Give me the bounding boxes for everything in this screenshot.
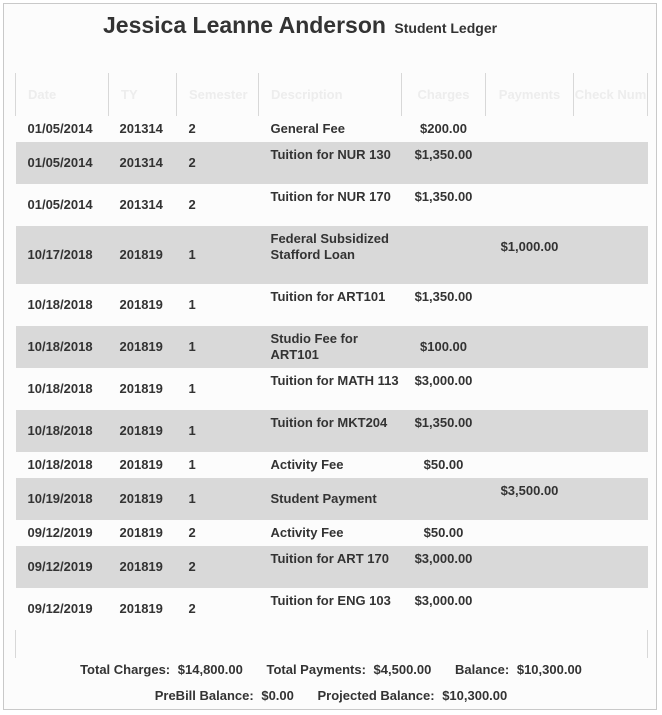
cell-description: Activity Fee [270,525,344,540]
cell-semester: 1 [177,478,259,520]
table-row [16,588,648,630]
cell-date: 01/05/2014 [16,142,109,184]
cell-charges: $1,350.00 [414,189,473,204]
cell-date: 10/19/2018 [16,478,109,520]
col-header-ty[interactable]: TY [109,73,177,116]
cell-ty: 201314 [109,142,177,184]
cell-payments [486,452,574,478]
cell-charges [402,478,486,520]
cell-charges: $3,000.00 [402,546,486,588]
cell-payments [486,116,574,142]
cell-description: Tuition for NUR 130 [259,142,402,184]
cell-ty: 201314 [119,121,163,136]
cell-semester: 1 [177,326,259,368]
header-row [16,73,648,116]
col-header-charges[interactable]: Charges [402,73,486,116]
balance-value: $10,300.00 [516,662,582,677]
cell-charges: $1,350.00 [414,289,473,304]
cell-ty: 201819 [119,297,163,312]
cell-semester: 2 [188,525,196,540]
cell-payments [486,588,574,630]
prebill-balance-value: $0.00 [261,688,294,703]
cell-date: 10/18/2018 [16,326,109,368]
cell-payments [486,284,574,326]
cell-payments [486,546,574,588]
cell-check-num [574,284,648,326]
cell-ty: 201819 [109,546,177,588]
table-row [16,546,648,588]
table-footer-spacer [16,630,648,658]
total-charges-value: $14,800.00 [177,662,243,677]
cell-charges: $3,000.00 [414,593,473,608]
cell-date: 10/18/2018 [27,457,93,472]
col-header-semester[interactable]: Semester [177,73,259,116]
table-row [16,184,648,226]
cell-ty: 201819 [119,601,163,616]
cell-payments [486,410,574,452]
table-row [16,368,648,410]
cell-check-num [574,546,648,588]
table-row [16,226,648,284]
col-header-payments[interactable]: Payments [486,73,574,116]
cell-charges: $200.00 [420,121,467,136]
cell-ty: 201819 [119,457,163,472]
balance-label: Balance: [455,662,510,677]
cell-payments [486,184,574,226]
page-title [103,12,497,39]
cell-charges: $50.00 [423,457,464,472]
cell-description: Tuition for NUR 170 [270,189,391,204]
cell-payments [486,520,574,546]
cell-description: Tuition for ART101 [270,289,386,304]
cell-payments: $1,000.00 [486,226,574,284]
student-name: Jessica Leanne Anderson [103,12,386,38]
cell-check-num [574,326,648,368]
cell-description: Student Payment [259,478,402,520]
cell-semester: 2 [188,121,196,136]
cell-ty: 201819 [109,410,177,452]
cell-ty: 201819 [119,381,163,396]
cell-charges: $100.00 [402,326,486,368]
cell-description: Tuition for MATH 113 [270,373,399,388]
cell-ty: 201819 [109,478,177,520]
col-header-check-num[interactable]: Check Num [574,73,648,116]
cell-semester: 2 [177,546,259,588]
table-row [16,142,648,184]
total-charges-label: Total Charges: [80,662,171,677]
table-row [16,452,648,478]
cell-check-num [574,410,648,452]
projected-balance-value: $10,300.00 [442,688,508,703]
table-row [16,410,648,452]
cell-check-num [574,226,648,284]
cell-description: Tuition for ART 170 [259,546,402,588]
cell-semester: 2 [188,601,196,616]
cell-semester: 2 [177,142,259,184]
ledger-table [15,73,648,658]
cell-semester: 1 [188,381,196,396]
cell-check-num [574,520,648,546]
table-row [16,116,648,142]
cell-date: 09/12/2019 [16,546,109,588]
cell-charges: $3,000.00 [414,373,473,388]
cell-check-num [574,368,648,410]
projected-balance-label: Projected Balance: [317,688,435,703]
cell-ty: 201819 [109,326,177,368]
table-row [16,284,648,326]
cell-payments: $3,500.00 [486,478,574,520]
cell-description: Tuition for MKT204 [259,410,402,452]
ledger-label: Student Ledger [394,20,498,36]
cell-payments [486,326,574,368]
totals-line-1 [0,662,662,677]
cell-semester: 1 [177,410,259,452]
cell-description: General Fee [270,121,345,136]
cell-payments [486,142,574,184]
table-row [16,478,648,520]
cell-check-num [574,478,648,520]
cell-semester: 1 [188,457,196,472]
cell-check-num [574,184,648,226]
cell-description: Tuition for ENG 103 [270,593,391,608]
total-payments-value: $4,500.00 [373,662,432,677]
cell-ty: 201819 [119,525,163,540]
cell-date: 09/12/2019 [27,525,93,540]
cell-semester: 2 [188,197,196,212]
ledger-table-container [15,73,647,658]
table-row [16,326,648,368]
cell-date: 09/12/2019 [27,601,93,616]
cell-date: 01/05/2014 [27,197,93,212]
total-payments-label: Total Payments: [266,662,366,677]
cell-date: 10/18/2018 [27,381,93,396]
cell-check-num [574,452,648,478]
cell-date: 01/05/2014 [27,121,93,136]
cell-date: 10/18/2018 [27,297,93,312]
cell-semester: 1 [177,226,259,284]
table-row [16,520,648,546]
cell-check-num [574,116,648,142]
totals-line-2 [0,688,662,703]
cell-description: Studio Fee for ART101 [259,326,402,368]
cell-charges [402,226,486,284]
cell-check-num [574,142,648,184]
cell-check-num [574,588,648,630]
cell-semester: 1 [188,297,196,312]
col-header-date[interactable]: Date [16,73,109,116]
cell-charges: $1,350.00 [402,410,486,452]
cell-date: 10/17/2018 [16,226,109,284]
cell-description: Activity Fee [270,457,344,472]
cell-ty: 201819 [109,226,177,284]
cell-charges: $50.00 [423,525,464,540]
cell-ty: 201314 [119,197,163,212]
cell-payments [486,368,574,410]
col-header-description[interactable]: Description [259,73,402,116]
cell-description: Federal Subsidized Stafford Loan [259,226,402,284]
prebill-balance-label: PreBill Balance: [154,688,254,703]
cell-date: 10/18/2018 [16,410,109,452]
cell-charges: $1,350.00 [402,142,486,184]
